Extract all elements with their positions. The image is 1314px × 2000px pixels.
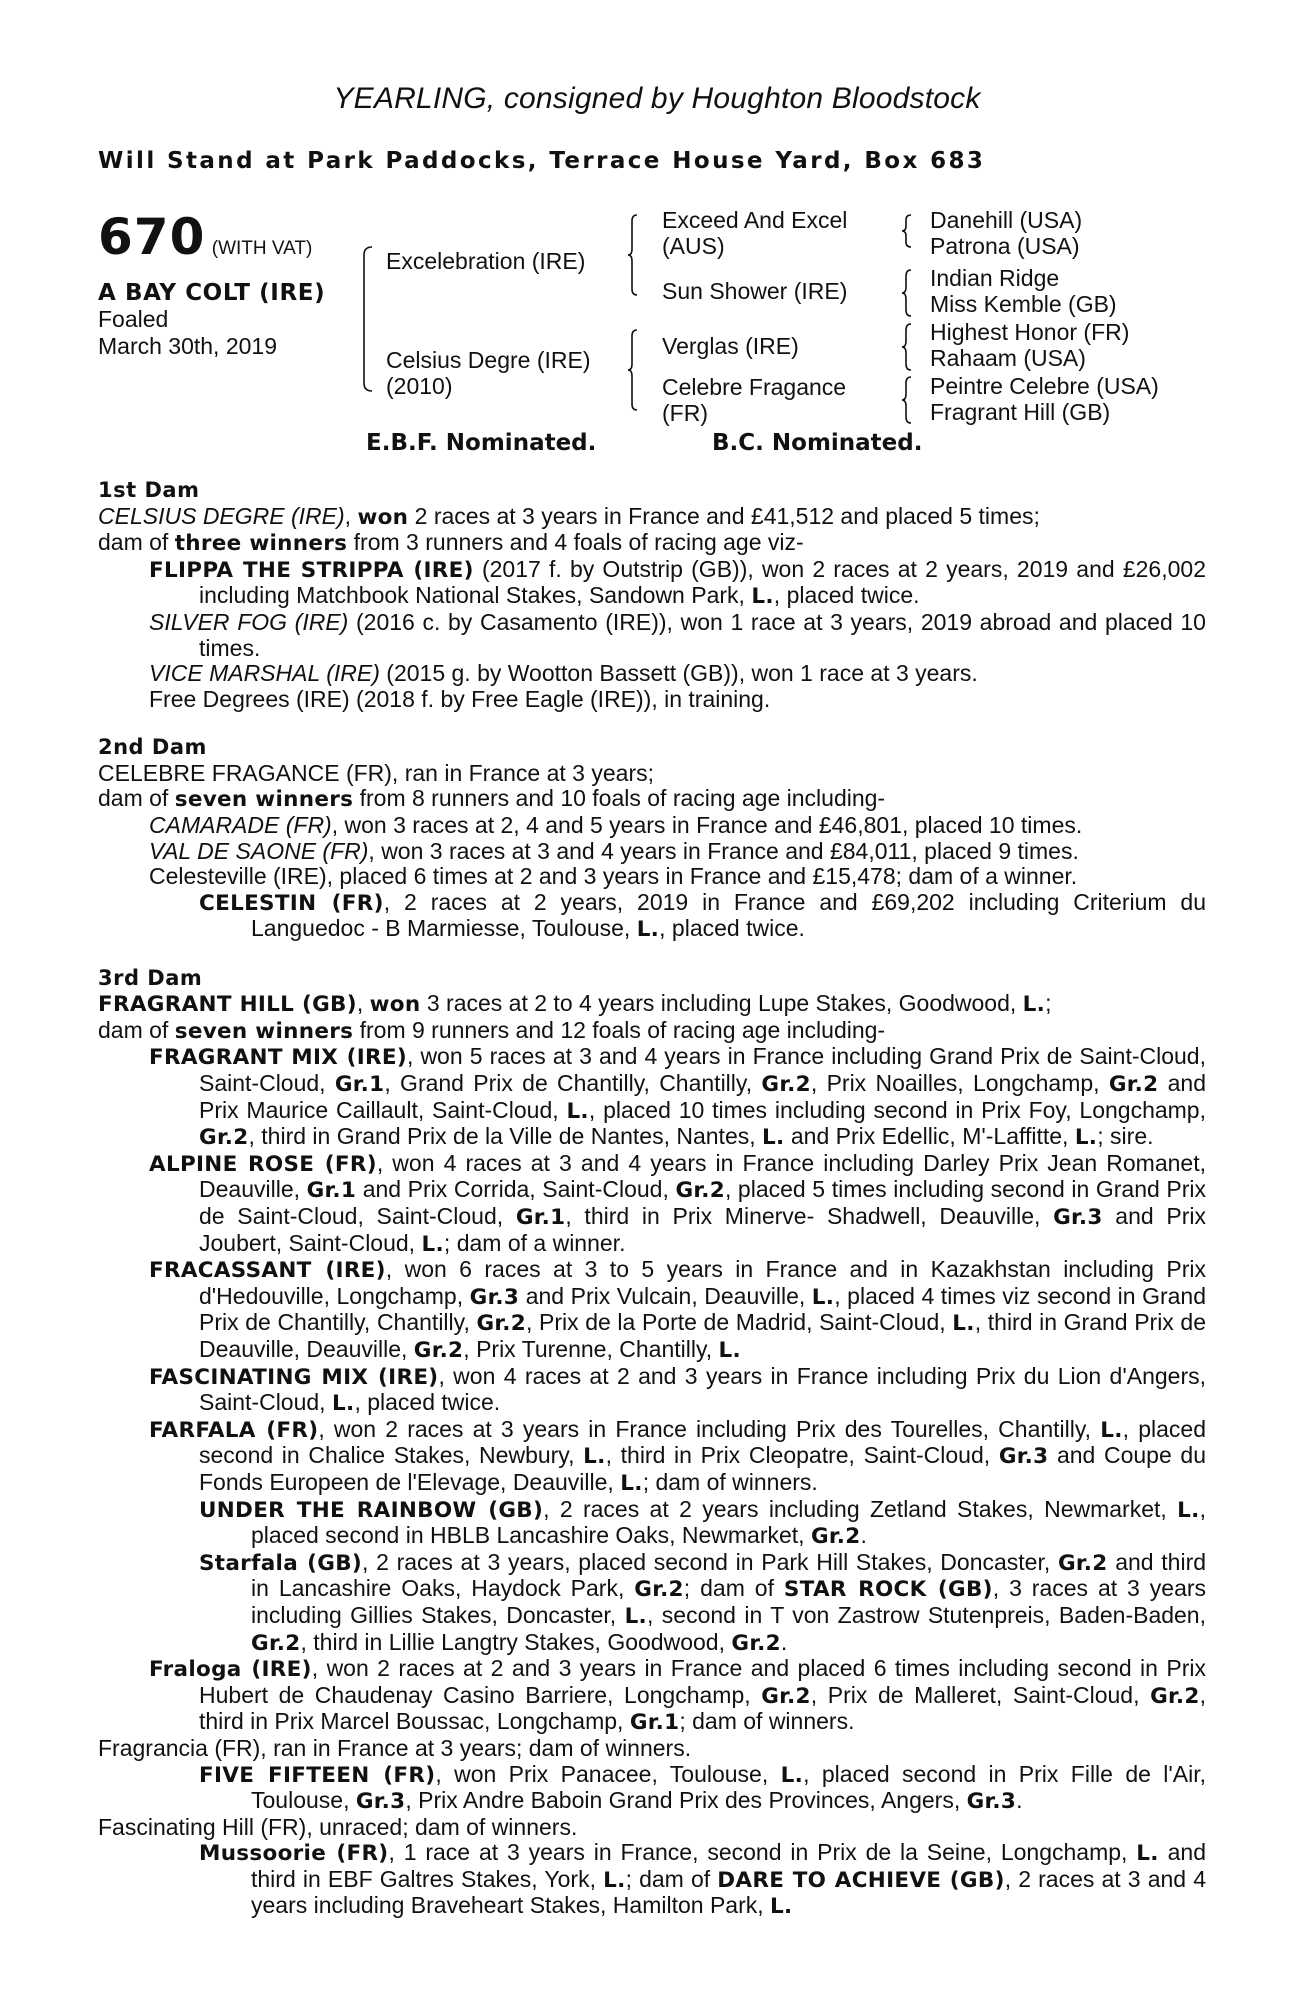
text: , placed second in Chalice Stakes, Newbury, — [199, 1415, 1206, 1469]
grade-marker: Gr.3 — [998, 1444, 1049, 1470]
text: , placed twice. — [659, 915, 805, 942]
text: , won 6 races at 3 to 5 years in France and in Kazakhstan including Prix d'Hedouville, Longchamp, — [199, 1256, 1206, 1309]
text: , placed second in HBLB Lancashire Oaks, Newmarket, — [251, 1495, 1206, 1549]
text: and Prix Joubert, Saint-Cloud, — [199, 1203, 1206, 1256]
text: , placed twice. — [773, 582, 920, 609]
text: . — [860, 1522, 867, 1549]
horse-name: SILVER FOG (IRE) — [149, 608, 349, 635]
pedigree-bracket-2b — [627, 328, 639, 412]
text: , third in Prix Cleopatre, Saint-Cloud, — [605, 1442, 999, 1469]
text: ; dam of a winner. — [443, 1229, 626, 1256]
text: ; sire. — [1097, 1123, 1154, 1150]
listed-marker: L. — [1100, 1417, 1123, 1443]
text: ; dam of — [683, 1575, 784, 1602]
grade-marker: Gr.3 — [355, 1789, 406, 1815]
text: from 9 runners and 12 foals of racing age including- — [353, 1016, 886, 1043]
text: , third in Lillie Langtry Stakes, Goodwood, — [300, 1628, 732, 1655]
text: , won 4 races at 2 and 3 years in France including Prix du Lion d'Angers, Saint-Cloud, — [199, 1362, 1206, 1416]
pedigree-sire: Excelebration (IRE) — [386, 248, 586, 274]
listed-marker: L. — [762, 1125, 785, 1151]
grade-marker: Gr.2 — [731, 1630, 781, 1656]
listed-marker: L. — [1177, 1497, 1200, 1523]
grade-marker: Gr.2 — [251, 1630, 301, 1656]
foaled-date: March 30th, 2019 — [98, 333, 278, 359]
grade-marker: Gr.2 — [675, 1178, 725, 1204]
grade-marker: Gr.2 — [761, 1072, 811, 1098]
first-dam-heading: 1st Dam — [98, 478, 200, 502]
grade-marker: Gr.2 — [1057, 1550, 1108, 1576]
pedigree-dam: Celsius Degre (IRE) — [386, 347, 591, 373]
grade-marker: Gr.3 — [966, 1789, 1017, 1815]
text: and Prix Edellic, M'-Laffitte, — [784, 1123, 1075, 1150]
produce-record — [98, 478, 1206, 1920]
text: , — [356, 990, 370, 1017]
listed-marker: L. — [1074, 1125, 1098, 1151]
listed-marker: L. — [421, 1231, 444, 1257]
text: and Coupe du Fonds Europeen de l'Elevage, Deauville, — [199, 1442, 1206, 1495]
third-dam-produce-summary — [98, 1018, 1206, 1045]
pedigree-dds: Peintre Celebre (USA) — [930, 373, 1159, 399]
won-label: won — [357, 504, 409, 530]
text: (2016 c. by Casamento (IRE)), won 1 race at 3 years, 2019 abroad and placed 10 times. — [199, 608, 1206, 661]
pedigree-bracket-1 — [362, 245, 374, 393]
text: , placed 10 times including second in Prix Foy, Longchamp, — [588, 1096, 1206, 1123]
listed-marker: L. — [770, 1894, 793, 1920]
horse-name: CAMARADE (FR) — [149, 811, 332, 838]
text: , 2 races at 2 years including Zetland Stakes, Newmarket, — [543, 1495, 1178, 1522]
pedigree-sdd: Miss Kemble (GB) — [930, 291, 1117, 317]
text: (2015 g. by Wootton Bassett (GB)), won 1 race at 3 years. — [379, 660, 978, 687]
vat-label: (WITH VAT) — [211, 238, 313, 259]
text: , Prix Turenne, Chantilly, — [463, 1336, 719, 1362]
pedigree-bracket-3d — [901, 375, 913, 425]
produce-camarade — [98, 813, 1206, 839]
horse-name: ALPINE ROSE (FR) — [149, 1151, 377, 1177]
first-dam-section — [98, 478, 1206, 712]
text: , won 5 races at 3 and 4 years in France including Grand Prix de Saint-Cloud, Saint-Cloud, — [199, 1043, 1206, 1097]
grade-marker: Gr.2 — [1150, 1683, 1200, 1709]
grade-marker: Gr.2 — [476, 1311, 526, 1337]
text: , Grand Prix de Chantilly, Chantilly, — [384, 1070, 762, 1097]
produce-fracassant — [98, 1257, 1206, 1363]
horse-name: VICE MARSHAL (IRE) — [149, 660, 380, 687]
third-dam-line — [98, 991, 1206, 1018]
text: , third in Prix Minerve- Shadwell, Deauville, — [565, 1203, 1054, 1230]
text: dam of — [98, 785, 175, 812]
text: , won 4 races at 3 and 4 years in France including Darley Prix Jean Romanet, Deauville, — [199, 1149, 1206, 1203]
pedigree-ssd: Patrona (USA) — [930, 233, 1080, 259]
text: , Prix Noailles, Longchamp, — [810, 1070, 1109, 1097]
listed-marker: L. — [1136, 1841, 1159, 1867]
pedigree-dam-year: (2010) — [386, 373, 453, 399]
winners-count: three winners — [174, 531, 348, 557]
grade-marker: Gr.2 — [761, 1683, 811, 1709]
text: , placed 4 times viz second in Grand Prix de Chantilly, Chantilly, — [199, 1282, 1206, 1336]
listed-marker: L. — [620, 1470, 643, 1496]
won-label: won — [369, 992, 421, 1018]
pedigree-bracket-2a — [627, 213, 639, 297]
produce-fascinating-hill: Fascinating Hill (FR), unraced; dam of winners. — [98, 1813, 578, 1840]
text: , third in Prix Marcel Boussac, Longchamp, — [199, 1681, 1206, 1735]
text: , won 3 races at 3 and 4 years in France and £84,011, placed 9 times. — [368, 837, 1079, 864]
listed-marker: L. — [636, 917, 660, 943]
pedigree-dam-sire: Verglas (IRE) — [662, 333, 799, 359]
produce-celestin — [98, 890, 1206, 943]
grade-marker: Gr.2 — [810, 1524, 861, 1550]
first-dam-name: CELSIUS DEGRE (IRE) — [98, 502, 345, 529]
produce-vice-marshal — [98, 661, 1206, 687]
grade-marker: Gr.2 — [1108, 1072, 1159, 1098]
produce-val-de-saone — [98, 839, 1206, 865]
text: from 8 runners and 10 foals of racing age including- — [353, 785, 886, 812]
produce-five-fifteen — [98, 1762, 1206, 1815]
produce-starfala — [98, 1550, 1206, 1656]
listed-marker: L. — [811, 1284, 835, 1310]
horse-name: FRACASSANT (IRE) — [149, 1258, 386, 1284]
listed-marker: L. — [751, 584, 774, 610]
text: and Prix Vulcain, Deauville, — [519, 1282, 812, 1309]
produce-celesteville: Celesteville (IRE), placed 6 times at 2 and 3 years in France and £15,478; dam of a winner. — [149, 863, 1078, 890]
text: ; — [1045, 990, 1052, 1017]
grade-marker: Gr.3 — [1053, 1205, 1103, 1231]
text: 3 races at 2 to 4 years including Lupe Stakes, Goodwood, — [420, 990, 1023, 1017]
text: , 2 races at 2 years, 2019 in France and £69,202 including Criterium du Languedoc - B Marmiesse, Toulouse, — [251, 888, 1206, 942]
first-dam-produce-summary — [98, 530, 1206, 557]
text: , 2 races at 3 years, placed second in Park Hill Stakes, Doncaster, — [362, 1548, 1058, 1575]
text: ; dam of — [625, 1865, 718, 1892]
listed-marker: L. — [566, 1098, 589, 1124]
grade-marker: Gr.1 — [515, 1205, 566, 1231]
text: , — [344, 502, 358, 529]
second-dam-section — [98, 735, 1206, 943]
third-dam-section — [98, 966, 1206, 1920]
consignment-line: YEARLING, consigned by Houghton Bloodstock — [333, 82, 981, 115]
pedigree-dam-dam: Celebre Fragance — [662, 374, 847, 400]
listed-marker: L. — [952, 1311, 975, 1337]
third-dam-heading: 3rd Dam — [98, 965, 203, 990]
grade-marker: Gr.2 — [199, 1125, 249, 1151]
lot-name: A BAY COLT (IRE) — [98, 280, 326, 306]
text: . — [1016, 1787, 1023, 1814]
pedigree-bracket-3a — [901, 213, 913, 249]
text: dam of — [98, 1016, 175, 1043]
grade-marker: Gr.1 — [306, 1178, 357, 1204]
stand-location: Will Stand at Park Paddocks, Terrace House Yard, Box 683 — [98, 148, 986, 174]
pedigree-bracket-3c — [901, 322, 913, 372]
produce-under-the-rainbow — [98, 1497, 1206, 1550]
produce-flippa-the-strippa — [98, 557, 1206, 610]
text: , third in Grand Prix de la Ville de Nantes, Nantes, — [248, 1123, 763, 1150]
horse-name: UNDER THE RAINBOW (GB) — [199, 1497, 544, 1523]
text: , won 2 races at 3 years in France including Prix des Tourelles, Chantilly, — [318, 1415, 1101, 1442]
grade-marker: Gr.3 — [469, 1284, 520, 1310]
horse-name: FARFALA (FR) — [149, 1417, 319, 1443]
text: , 3 races at 3 years including Gillies Stakes, Doncaster, — [251, 1575, 1207, 1628]
horse-name: Fraloga (IRE) — [149, 1657, 312, 1683]
text: and Prix Corrida, Saint-Cloud, — [356, 1176, 676, 1203]
produce-free-degrees: Free Degrees (IRE) (2018 f. by Free Eagle (IRE)), in training. — [149, 685, 771, 712]
pedigree-sds: Indian Ridge — [930, 265, 1060, 291]
text: , Prix de Malleret, Saint-Cloud, — [810, 1681, 1151, 1708]
horse-name: VAL DE SAONE (FR) — [149, 837, 369, 864]
text: , placed twice. — [354, 1389, 501, 1416]
produce-mussoorie — [98, 1840, 1206, 1920]
foaled-label: Foaled — [98, 306, 169, 332]
second-dam-line: CELEBRE FRAGANCE (FR), ran in France at 3 years; — [98, 759, 654, 786]
pedigree-dss: Highest Honor (FR) — [930, 319, 1130, 345]
text: dam of — [98, 529, 175, 556]
produce-silver-fog — [98, 610, 1206, 661]
first-dam-line — [98, 504, 1206, 531]
grade-marker: Gr.1 — [334, 1072, 385, 1098]
text: . — [780, 1628, 788, 1655]
text: and third in EBF Galtres Stakes, York, — [251, 1839, 1206, 1892]
produce-fraloga — [98, 1656, 1206, 1736]
text: 2 races at 3 years in France and £41,512 and placed 5 times; — [408, 502, 1040, 529]
text: , won Prix Panacee, Toulouse, — [435, 1760, 781, 1787]
text: from 3 runners and 4 foals of racing age viz- — [347, 529, 804, 556]
horse-name: FLIPPA THE STRIPPA (IRE) — [149, 557, 474, 583]
text: and Prix Maurice Caillault, Saint-Cloud, — [199, 1070, 1207, 1123]
text: , placed second in Prix Fille de l'Air, Toulouse, — [251, 1760, 1207, 1814]
pedigree-sss: Danehill (USA) — [930, 207, 1083, 233]
text: , second in T von Zastrow Stutenpreis, Baden-Baden, — [647, 1601, 1206, 1628]
produce-alpine-rose — [98, 1151, 1206, 1257]
text: , won 2 races at 2 and 3 years in France and placed 6 times including second in Prix Hubert de Chaudenay Casino Barriere, Longchamp, — [199, 1655, 1206, 1708]
third-dam-name: FRAGRANT HILL (GB) — [98, 992, 357, 1018]
lot-number-line — [98, 210, 312, 264]
produce-fragrancia: Fragrancia (FR), ran in France at 3 years; dam of winners. — [98, 1734, 692, 1761]
text: , 2 races at 3 and 4 years including Braveheart Stakes, Hamilton Park, — [251, 1865, 1206, 1919]
pedigree-sire-sire-country: (AUS) — [662, 233, 725, 259]
pedigree-bracket-3b — [901, 268, 913, 318]
text: , won 3 races at 2, 4 and 5 years in France and £46,801, placed 10 times. — [331, 811, 1083, 838]
grade-marker: Gr.2 — [634, 1577, 684, 1603]
second-dam-produce-summary — [98, 786, 1206, 813]
bc-nominated: B.C. Nominated. — [712, 430, 923, 456]
horse-name: FIVE FIFTEEN (FR) — [199, 1762, 436, 1788]
pedigree-sire-sire: Exceed And Excel — [662, 207, 848, 233]
grade-marker: Gr.2 — [413, 1338, 464, 1363]
listed-marker: L. — [583, 1444, 606, 1470]
horse-name: CELESTIN (FR) — [199, 890, 384, 916]
text: ; dam of winners. — [679, 1708, 855, 1735]
listed-marker: L. — [331, 1391, 355, 1417]
listed-marker: L. — [624, 1603, 648, 1629]
text: , third in Grand Prix de Deauville, Deauville, — [199, 1309, 1207, 1362]
text: ; dam of winners. — [642, 1468, 818, 1495]
second-dam-heading: 2nd Dam — [98, 735, 207, 760]
winners-count: seven winners — [174, 787, 354, 813]
produce-fragrant-mix — [98, 1044, 1206, 1150]
text: , placed 5 times including second in Grand Prix de Saint-Cloud, Saint-Cloud, — [199, 1176, 1206, 1230]
listed-marker: L. — [1022, 992, 1046, 1018]
listed-marker: L. — [718, 1338, 742, 1363]
text: , Prix de la Porte de Madrid, Saint-Cloud, — [525, 1309, 953, 1336]
ebf-nominated: E.B.F. Nominated. — [366, 430, 597, 456]
pedigree-dam-dam-country: (FR) — [662, 400, 708, 426]
winners-count: seven winners — [174, 1018, 354, 1044]
text: (2017 f. by Outstrip (GB)), won 2 races at 2 years, 2019 and £26,002 including Matchbook National Stakes, Sandown Park, — [199, 555, 1206, 609]
horse-name: STAR ROCK (GB) — [783, 1577, 993, 1603]
horse-name: FRAGRANT MIX (IRE) — [149, 1045, 407, 1071]
text: and third in Lancashire Oaks, Haydock Park, — [251, 1548, 1207, 1602]
produce-fascinating-mix — [98, 1364, 1206, 1417]
listed-marker: L. — [780, 1762, 804, 1788]
pedigree-dsd: Rahaam (USA) — [930, 345, 1086, 371]
horse-name: DARE TO ACHIEVE (GB) — [717, 1867, 1005, 1893]
lot-number: 670 — [98, 208, 206, 266]
pedigree-ddd: Fragrant Hill (GB) — [930, 399, 1111, 425]
horse-name: FASCINATING MIX (IRE) — [149, 1364, 439, 1390]
grade-marker: Gr.1 — [629, 1710, 680, 1736]
pedigree-sire-dam: Sun Shower (IRE) — [662, 278, 848, 304]
text: , Prix Andre Baboin Grand Prix des Provinces, Angers, — [405, 1787, 967, 1814]
listed-marker: L. — [603, 1867, 626, 1893]
horse-name: Starfala (GB) — [199, 1550, 363, 1576]
produce-farfala — [98, 1417, 1206, 1497]
horse-name: Mussoorie (FR) — [199, 1841, 389, 1867]
text: , 1 race at 3 years in France, second in Prix de la Seine, Longchamp, — [388, 1839, 1137, 1866]
